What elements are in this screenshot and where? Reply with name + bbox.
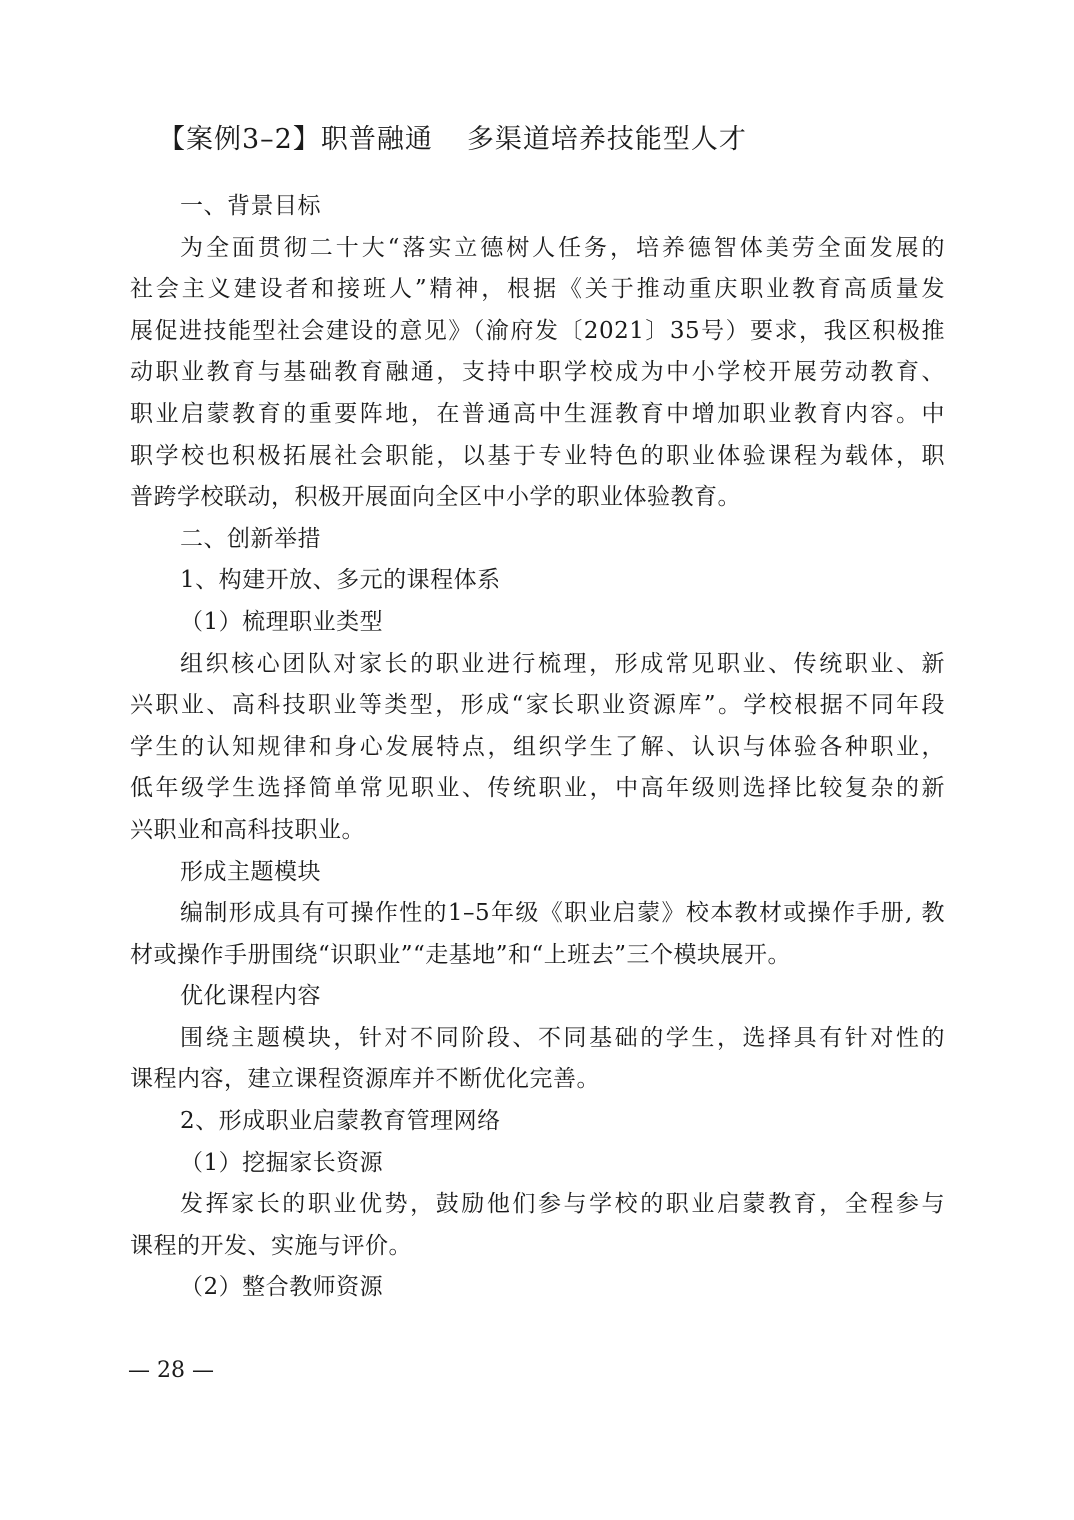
text-line: 2、形成职业启蒙教育管理网络: [180, 1108, 501, 1135]
text-line: 职业启蒙教育的重要阵地，在普通高中生涯教育中增加职业教育内容。中: [130, 400, 945, 427]
case-title-prefix: 【案例3–2】职普融通: [158, 124, 433, 155]
text-line: 编制形成具有可操作性的1–5年级《职业启蒙》校本教材或操作手册, 教: [180, 900, 945, 927]
text-line: 课程的开发、实施与评价。: [130, 1232, 412, 1259]
case-title-main: 多渠道培养技能型人才: [466, 124, 747, 155]
text-line: 职学校也积极拓展社会职能，以基于专业特色的职业体验课程为载体，职: [130, 442, 945, 469]
text-line: 组织核心团队对家长的职业进行梳理，形成常见职业、传统职业、新: [180, 650, 945, 677]
text-line: 优化课程内容: [180, 983, 321, 1010]
text-line: 发挥家长的职业优势，鼓励他们参与学校的职业启蒙教育，全程参与: [180, 1191, 945, 1218]
text-line: 为全面贯彻二十大“落实立德树人任务，培养德智体美劳全面发展的: [180, 234, 945, 261]
text-line: 围绕主题模块，针对不同阶段、不同基础的学生，选择具有针对性的: [180, 1024, 945, 1051]
text-line: 学生的认知规律和身心发展特点，组织学生了解、认识与体验各种职业，: [130, 733, 945, 760]
case-title: [158, 118, 747, 162]
text-line: 社会主义建设者和接班人”精神，根据《关于推动重庆职业教育高质量发: [130, 276, 945, 303]
text-line: （2）整合教师资源: [180, 1274, 384, 1301]
text-line: （1）梳理职业类型: [180, 608, 384, 635]
text-line: 兴职业和高科技职业。: [130, 816, 365, 843]
text-line: 形成主题模块: [180, 858, 321, 885]
text-line: 展促进技能型社会建设的意见》（渝府发〔2021〕35号）要求，我区积极推: [130, 317, 945, 344]
text-line: 1、构建开放、多元的课程体系: [180, 567, 501, 594]
text-line: 低年级学生选择简单常见职业、传统职业，中高年级则选择比较复杂的新: [130, 775, 945, 802]
text-line: 动职业教育与基础教育融通，支持中职学校成为中小学校开展劳动教育、: [130, 359, 945, 386]
text-line: 材或操作手册围绕“识职业”“走基地”和“上班去”三个模块展开。: [130, 941, 792, 968]
body-text: [130, 186, 945, 1309]
text-line: 一、背景目标: [180, 193, 321, 219]
text-line: 普跨学校联动，积极开展面向全区中小学的职业体验教育。: [130, 484, 741, 511]
text-line: 二、创新举措: [180, 525, 321, 552]
text-line: 课程内容，建立课程资源库并不断优化完善。: [130, 1066, 600, 1093]
text-line: 兴职业、高科技职业等类型，形成“家长职业资源库”。学校根据不同年段: [130, 692, 945, 719]
text-line: （1）挖掘家长资源: [180, 1149, 384, 1176]
page-number: — 28 —: [128, 1358, 214, 1383]
